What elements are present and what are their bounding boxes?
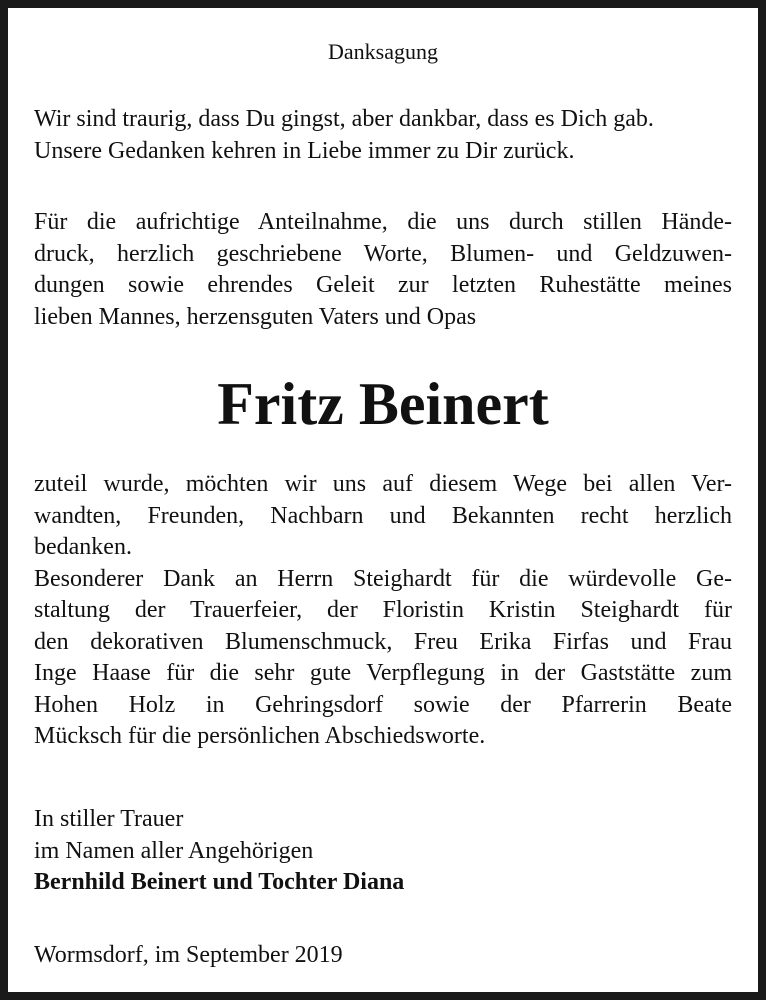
closing-block	[34, 804, 732, 899]
place-date	[34, 940, 732, 972]
thanks-body-line: staltung der Trauerfeier, der Floristin Kristin Steighardt für	[34, 597, 732, 623]
closing-line: In stiller Trauer	[34, 806, 184, 832]
closing-line: im Namen aller Angehörigen	[34, 837, 314, 864]
place-date-line: Wormsdorf, im September 2019	[34, 942, 343, 968]
thanks-body-line: bedanken.	[34, 534, 132, 560]
thanks-intro-paragraph	[34, 207, 732, 333]
deceased-name: Fritz Beinert	[217, 371, 549, 437]
thanks-body-line: Hohen Holz in Gehringsdorf sowie der Pfarrerin Beate	[34, 691, 732, 718]
signatories: Bernhild Beinert und Tochter Diana	[34, 869, 405, 895]
motto-line: Unsere Gedanken kehren in Liebe immer zu Dir zurück.	[34, 137, 575, 164]
thanks-intro-line: dungen sowie ehrendes Geleit zur letzten Ruhestätte meines	[34, 272, 732, 298]
thanks-body-line: Besonderer Dank an Herrn Steighardt für die würdevolle Ge-	[34, 565, 732, 592]
thanks-body-line: zuteil wurde, möchten wir uns auf diesem Wege bei allen Ver-	[34, 471, 732, 497]
motto-text	[34, 104, 732, 167]
motto-line: Wir sind traurig, dass Du gingst, aber dankbar, dass es Dich gab.	[34, 106, 654, 132]
thanks-body-line: den dekorativen Blumenschmuck, Freu Erika Firfas und Frau	[34, 628, 732, 655]
thanks-intro-line: druck, herzlich geschriebene Worte, Blumen- und Geldzuwen-	[34, 240, 732, 267]
thanks-body-line: Inge Haase für die sehr gute Verpflegung in der Gaststätte zum	[34, 660, 732, 686]
thanks-body-paragraph	[34, 469, 732, 753]
thanks-body-line: Mücksch für die persönlichen Abschiedsworte.	[34, 723, 486, 749]
notice-heading: Danksagung	[328, 39, 438, 64]
thanks-intro-line: lieben Mannes, herzensguten Vaters und Opas	[34, 303, 477, 330]
thanks-intro-line: Für die aufrichtige Anteilnahme, die uns durch stillen Hände-	[34, 209, 732, 235]
thanks-body-line: wandten, Freunden, Nachbarn und Bekannten recht herzlich	[34, 502, 732, 529]
